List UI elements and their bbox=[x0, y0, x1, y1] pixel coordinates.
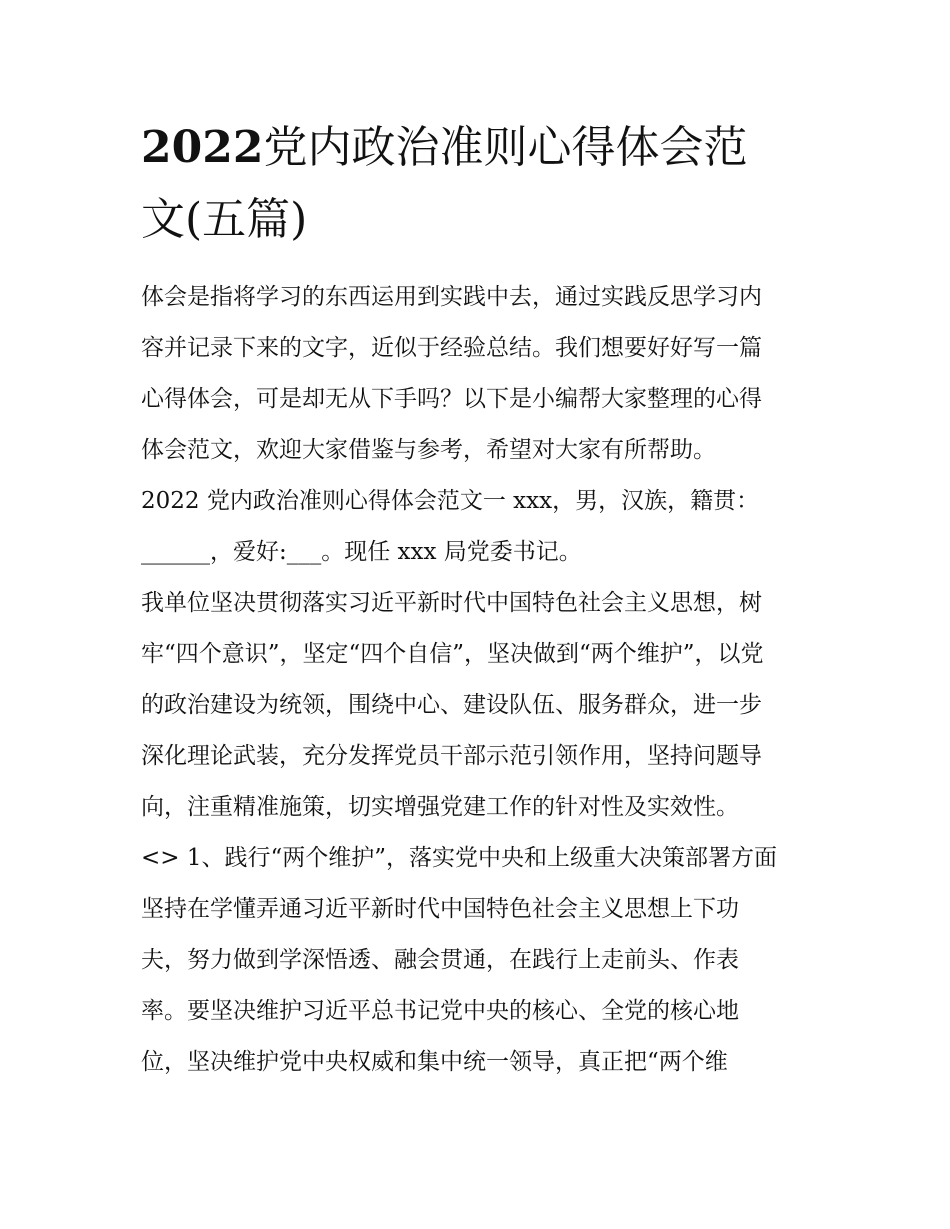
text-line: 牢“四个意识”，坚定“四个自信”，坚决做到“两个维护”，以党 bbox=[141, 641, 764, 667]
document-content bbox=[141, 112, 813, 1088]
title-year: 2022 bbox=[141, 122, 264, 173]
text-line: 坚持在学懂弄通习近平新时代中国特色社会主义思想上下功 bbox=[141, 896, 739, 922]
title-line-1: 党内政治准则心得体会范 bbox=[263, 122, 748, 173]
text-line: ______，爱好:___。现任 xxx 局党委书记。 bbox=[141, 539, 582, 565]
text-line: 心得体会，可是却无从下手吗？以下是小编帮大家整理的心得 bbox=[141, 386, 762, 412]
text-line: 容并记录下来的文字，近似于经验总结。我们想要好好写一篇 bbox=[141, 335, 762, 361]
text-line: 体会范文，欢迎大家借鉴与参考，希望对大家有所帮助。 bbox=[141, 437, 716, 463]
title-line-2: 文(五篇) bbox=[141, 194, 308, 245]
text-line: <> 1、践行“两个维护”，落实党中央和上级重大决策部署方面 bbox=[141, 845, 778, 871]
text-line: 向，注重精准施策，切实增强党建工作的针对性及实效性。 bbox=[141, 794, 739, 820]
text-line: 体会是指将学习的东西运用到实践中去，通过实践反思学习内 bbox=[141, 284, 762, 310]
text-line: 深化理论武装，充分发挥党员干部示范引领作用，坚持问题导 bbox=[141, 743, 762, 769]
text-line: 位，坚决维护党中央权威和集中统一领导，真正把“两个维 bbox=[141, 1049, 728, 1075]
text-line: 率。要坚决维护习近平总书记党中央的核心、全党的核心地 bbox=[141, 998, 739, 1024]
text-line: 我单位坚决贯彻落实习近平新时代中国特色社会主义思想，树 bbox=[141, 590, 762, 616]
document-title bbox=[141, 112, 813, 256]
text-line: 2022 党内政治准则心得体会范文一 xxx，男，汉族，籍贯： bbox=[141, 488, 760, 514]
text-line: 夫，努力做到学深悟透、融会贯通，在践行上走前头、作表 bbox=[141, 947, 739, 973]
text-line: 的政治建设为统领，围绕中心、建设队伍、服务群众，进一步 bbox=[141, 692, 762, 718]
